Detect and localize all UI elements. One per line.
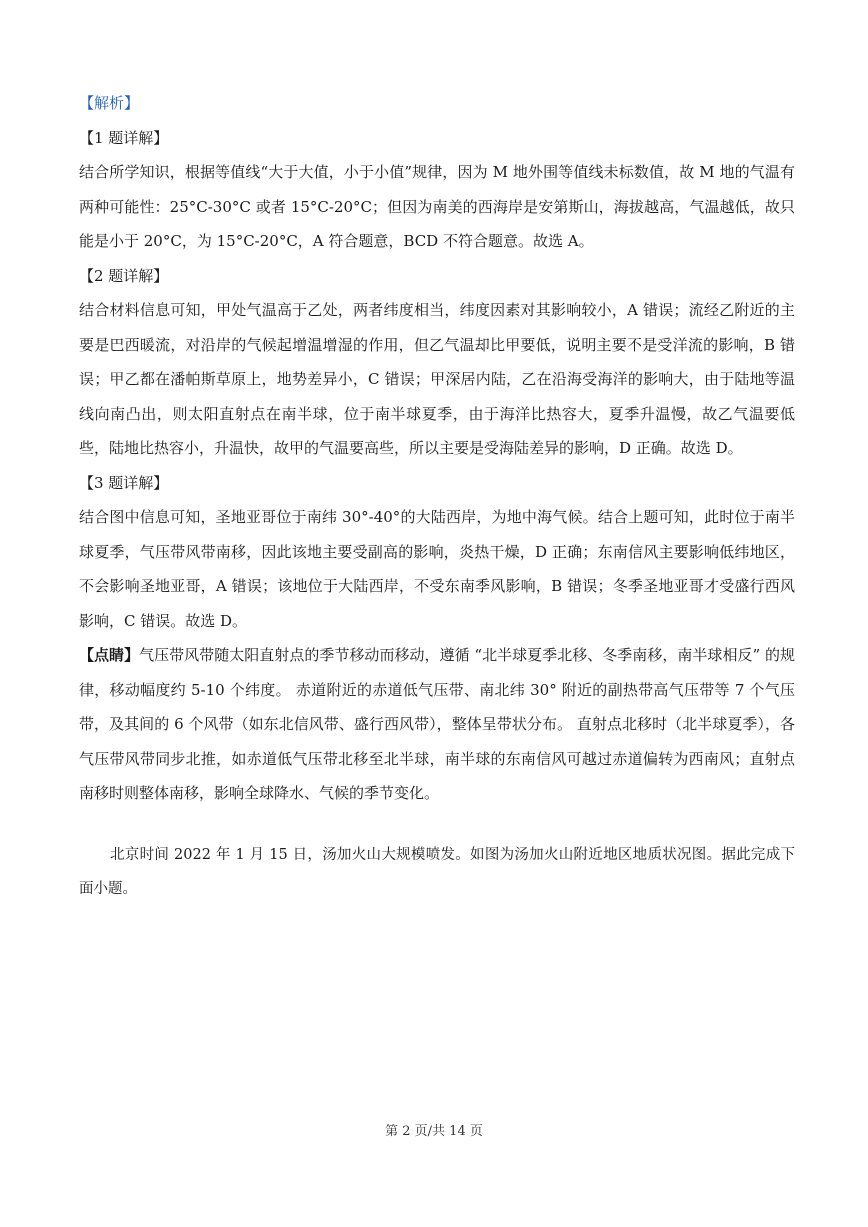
question-2-title: 【2 题详解】	[79, 266, 169, 285]
tip-paragraph	[79, 638, 795, 811]
analysis-section	[79, 86, 795, 811]
question-3-body: 结合图中信息可知，圣地亚哥位于南纬 30°-40°的大陆西岸，为地中海气候。结合上题可知，此时位于南半球夏季，气压带风带南移，因此该地主要受副高的影响，炎热干燥，D 正确；东南信风主要影响低纬地区，不会影响圣地亚哥，A 错误；该地位于大陆西岸，不受东南季风影响，B 错误；冬季圣地亚哥才受盛行西风影响，C 错误。故选 D。	[79, 508, 795, 630]
next-question-intro: 北京时间 2022 年 1 月 15 日，汤加火山大规模喷发。如图为汤加火山附近地区地质状况图。据此完成下面小题。	[79, 847, 795, 897]
question-3-title: 【3 题详解】	[79, 473, 169, 492]
tip-body: 气压带风带随太阳直射点的季节移动而移动，遵循 “北半球夏季北移、冬季南移，南半球相反” 的规律，移动幅度约 5-10 个纬度。 赤道附近的赤道低气压带、南北纬 30° 附近的副热带高气压带等 7 个气压带，及其间的 6 个风带（如东北信风带、盛行西风带），整体呈带状分布。 直射点北移时（北半球夏季），各气压带风带同步北推，如赤道低气压带北移至北半球，南半球的东南信风可越过赤道偏转为西南风；直射点南移时则整体南移，影响全球降水、气候的季节变化。	[79, 646, 795, 802]
analysis-header: 【解析】	[79, 94, 140, 112]
page-footer: 第 2 页/共 14 页	[385, 1124, 483, 1139]
question-1-title: 【1 题详解】	[79, 128, 169, 147]
question-1-body: 结合所学知识，根据等值线“大于大值，小于小值”规律，因为 M 地外围等值线未标数值，故 M 地的气温有两种可能性：25°C-30°C 或者 15°C-20°C；但因为南美的西海岸是安第斯山，海拔越高，气温越低，故只能是小于 20°C，为 15°C-20°C，A 符合题意，BCD 不符合题意。故选 A。	[79, 163, 795, 250]
question-2-body: 结合材料信息可知，甲处气温高于乙处，两者纬度相当，纬度因素对其影响较小，A 错误；流经乙附近的主要是巴西暖流，对沿岸的气候起增温增湿的作用，但乙气温却比甲要低，说明主要不是受洋流的影响，B 错误；甲乙都在潘帕斯草原上，地势差异小，C 错误；甲深居内陆，乙在沿海受海洋的影响大，由于陆地等温线向南凸出，则太阳直射点在南半球，位于南半球夏季，由于海洋比热容大，夏季升温慢，故乙气温要低些，陆地比热容小，升温快，故甲的气温要高些，所以主要是受海陆差异的影响，D 正确。故选 D。	[79, 301, 795, 457]
tip-title: 【点睛】	[79, 646, 140, 664]
